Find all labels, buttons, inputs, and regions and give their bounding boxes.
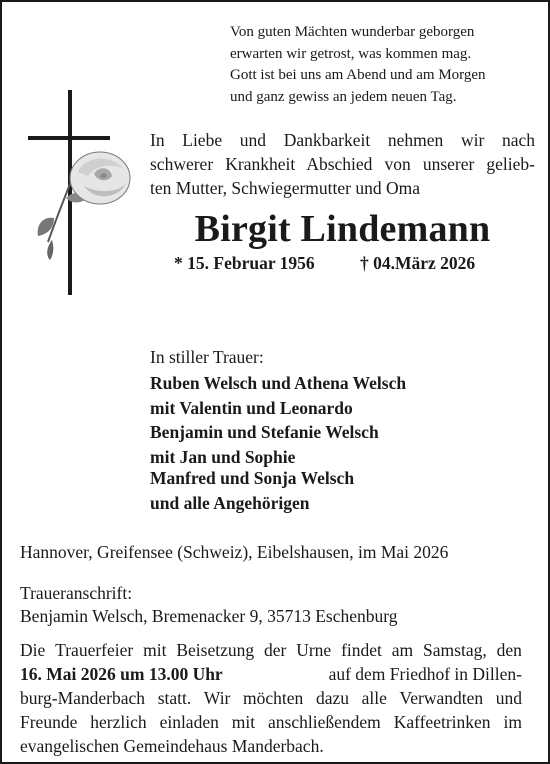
service-date-time: 16. Mai 2026 um 13.00 Uhr <box>20 664 223 684</box>
service-word: im <box>503 712 522 732</box>
death-date: † 04.März 2026 <box>360 253 476 273</box>
intro-line: ten Mutter, Schwiegermutter und Oma <box>150 178 420 198</box>
mourner-line: Manfred und Sonja Welsch <box>150 468 355 488</box>
deceased-name: Birgit Lindemann <box>194 208 491 250</box>
service-word: anschließendem <box>268 712 381 732</box>
service-word: mit <box>231 712 256 732</box>
birth-date: * 15. Februar 1956 <box>174 253 315 273</box>
mourner-line: Ruben Welsch und Athena Welsch <box>150 373 407 393</box>
poem-verse <box>230 22 535 108</box>
service-word: alle <box>361 688 387 708</box>
service-word: möchten <box>243 688 304 708</box>
service-word: Kaffeetrinken <box>393 712 491 732</box>
service-word: herzlich <box>90 712 147 732</box>
service-word: burg-Manderbach <box>20 688 146 708</box>
service-word: Wir <box>203 688 231 708</box>
service-details <box>20 638 522 758</box>
service-word: Urne <box>296 640 332 660</box>
mourning-address <box>20 582 398 628</box>
mourners-list <box>150 371 406 515</box>
rose-icon <box>38 152 130 260</box>
service-word: mit <box>143 640 167 660</box>
poem-line: Von guten Mächten wunderbar geborgen <box>230 24 475 40</box>
service-line <box>20 638 522 662</box>
service-line <box>20 686 522 710</box>
poem-line: Gott ist bei uns am Abend und am Morgen <box>230 67 486 83</box>
service-word: und <box>495 688 522 708</box>
service-word: Trauerfeier <box>55 640 134 660</box>
mourner-line: mit Valentin und Leonardo <box>150 397 353 418</box>
cross-and-rose-illustration <box>24 90 134 295</box>
service-word: einladen <box>159 712 219 732</box>
service-word: findet <box>341 640 382 660</box>
place-and-date: Hannover, Greifensee (Schweiz), Eibelshausen, im Mai 2026 <box>20 542 449 562</box>
address-label: Traueranschrift: <box>20 583 133 603</box>
service-word: am <box>391 640 414 660</box>
mourning-label: In stiller Trauer: <box>150 347 264 367</box>
service-word: Verwandten <box>399 688 484 708</box>
service-word: Samstag, <box>423 640 487 660</box>
service-word: Beisetzung <box>176 640 255 660</box>
mourner-line: und alle Angehörigen <box>150 492 310 513</box>
service-word: Die <box>20 640 46 660</box>
intro-line: In Liebe und Dankbarkeit nehmen wir nach <box>150 130 535 150</box>
address-value: Benjamin Welsch, Bremenacker 9, 35713 Eschenburg <box>20 606 398 626</box>
service-word: Freunde <box>20 712 78 732</box>
service-line <box>20 710 522 734</box>
poem-line: erwarten wir getrost, was kommen mag. <box>230 45 472 62</box>
service-line <box>20 662 522 686</box>
service-text: auf dem Friedhof in Dillen- <box>328 664 522 684</box>
service-word: der <box>263 640 287 660</box>
service-line: evangelischen Gemeindehaus Manderbach. <box>20 736 324 756</box>
intro-line: schwerer Krankheit Abschied von unserer gelieb- <box>150 154 535 174</box>
service-word: dazu <box>315 688 349 708</box>
poem-line: und ganz gewiss an jedem neuen Tag. <box>230 88 457 105</box>
mourner-line: mit Jan und Sophie <box>150 446 296 467</box>
service-word: den <box>496 640 522 660</box>
mourner-line: Benjamin und Stefanie Welsch <box>150 422 379 442</box>
service-word: statt. <box>157 688 192 708</box>
intro-text <box>150 128 535 200</box>
